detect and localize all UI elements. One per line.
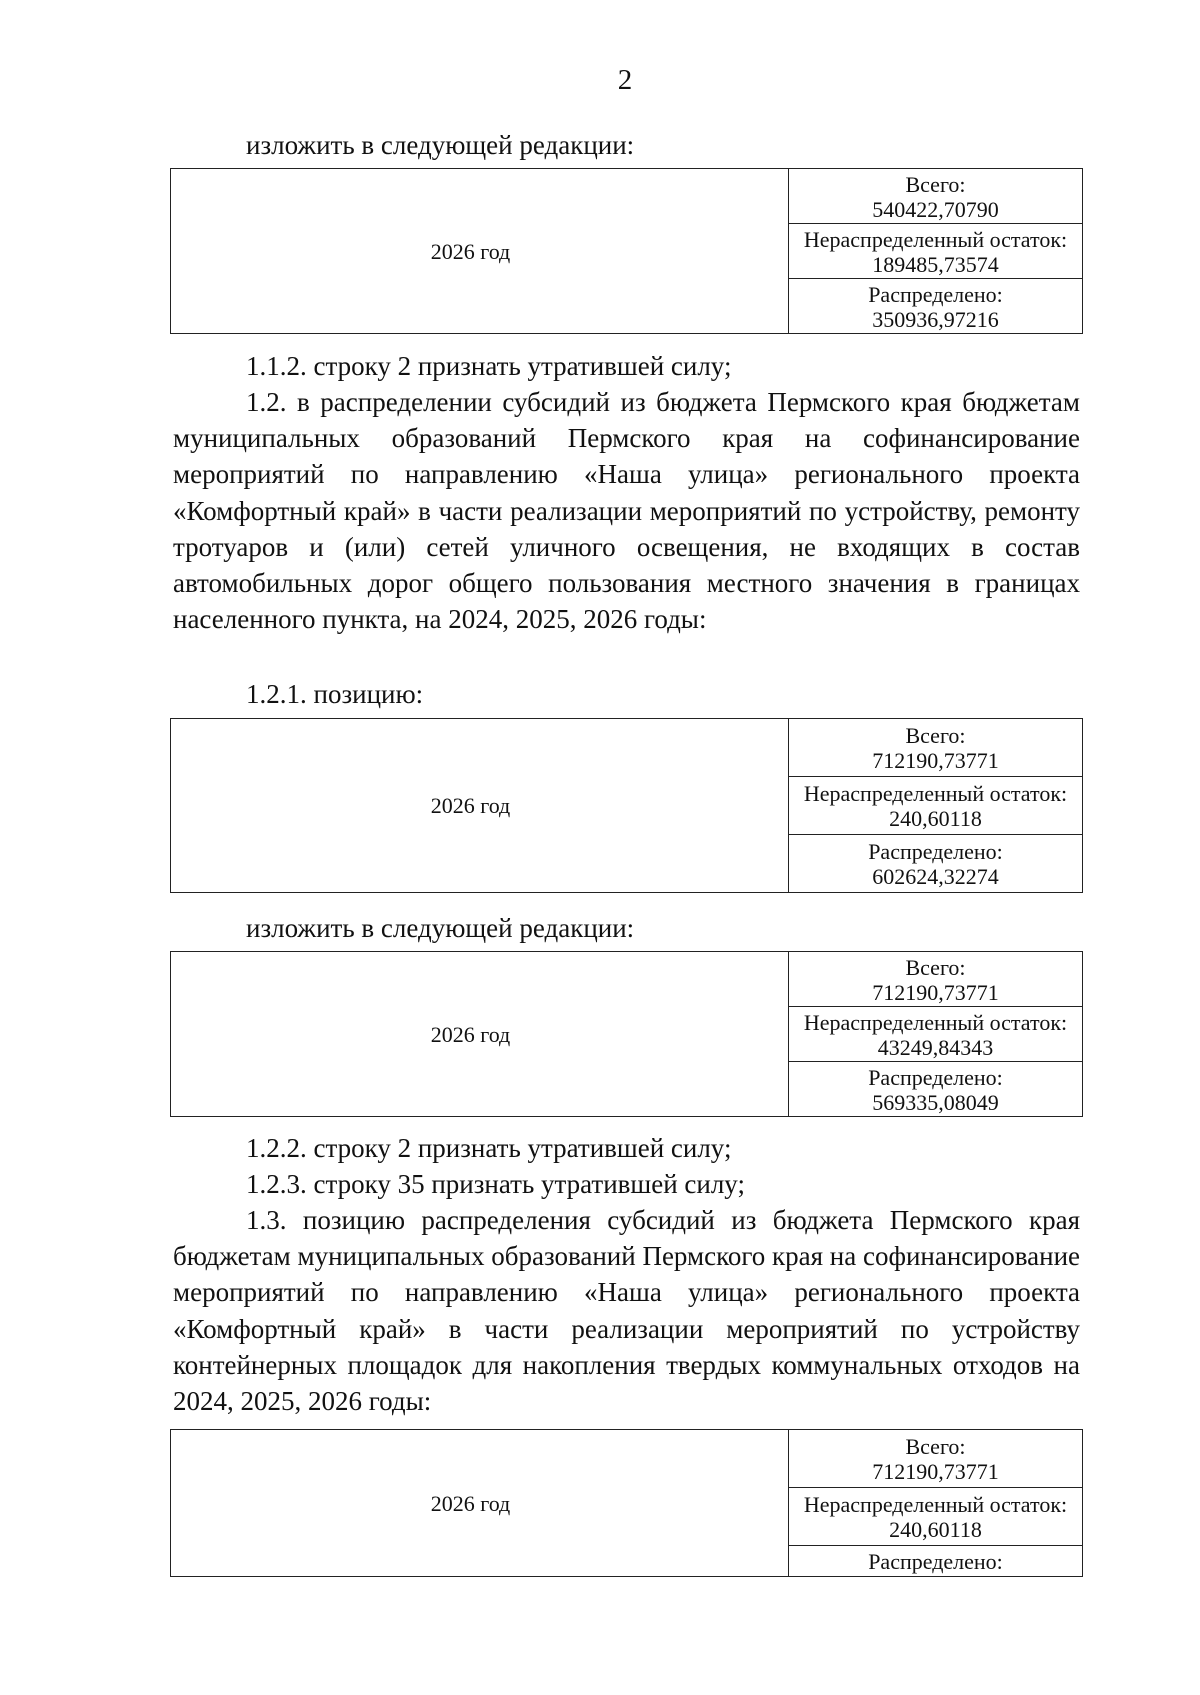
paragraph-1-2-3: 1.2.3. строку 35 признать утратившей силу; bbox=[246, 1169, 745, 1199]
paragraph-1-2: 1.2. в распределении субсидий из бюджета Пермского края бюджетам муниципальных образований Пермского края на софинансирование мероприятий по направлению «Наша улица» регионального проекта «Комфортный край» в части реализации мероприятий по устройству, ремонту тротуаров и (или) сетей уличного освещения, не входящих в состав автомобильных дорог общего пользования местного значения в границах населенного пункта, на 2024, 2025, 2026 годы: bbox=[173, 387, 1080, 635]
distributed-cell bbox=[789, 835, 1083, 893]
distributed-cell bbox=[789, 1546, 1083, 1577]
total-value: 540422,70790 bbox=[872, 196, 999, 222]
distributed-cell bbox=[789, 279, 1083, 334]
total-value: 712190,73771 bbox=[872, 748, 999, 773]
year-cell: 2026 год bbox=[171, 719, 789, 893]
rest-cell bbox=[789, 224, 1083, 279]
distributed-cell bbox=[789, 1062, 1083, 1117]
distributed-value: 350936,97216 bbox=[872, 306, 999, 332]
paragraph-1-3: 1.3. позицию распределения субсидий из бюджета Пермского края бюджетам муниципальных образований Пермского края на софинансирование мероприятий по направлению «Наша улица» регионального проекта «Комфортный край» в части реализации мероприятий по устройству контейнерных площадок для накопления твердых коммунальных отходов на 2024, 2025, 2026 годы: bbox=[173, 1205, 1080, 1417]
budget-table-3 bbox=[170, 951, 1083, 1117]
year-cell: 2026 год bbox=[171, 1430, 789, 1577]
rest-value: 240,60118 bbox=[889, 1517, 982, 1542]
paragraph-amend-2: изложить в следующей редакции: bbox=[246, 913, 635, 943]
total-cell bbox=[789, 1430, 1083, 1488]
distributed-label: Распределено: bbox=[868, 839, 1003, 864]
rest-cell bbox=[789, 1007, 1083, 1062]
total-cell bbox=[789, 719, 1083, 777]
distributed-label: Распределено: bbox=[868, 281, 1003, 307]
year-cell: 2026 год bbox=[171, 169, 789, 334]
budget-table-4 bbox=[170, 1429, 1083, 1577]
total-label: Всего: bbox=[905, 723, 966, 748]
rest-cell bbox=[789, 1488, 1083, 1546]
total-cell bbox=[789, 952, 1083, 1007]
page-number: 2 bbox=[617, 64, 633, 96]
rest-label: Нераспределенный остаток: bbox=[803, 781, 1068, 806]
rest-value: 240,60118 bbox=[889, 806, 982, 831]
rest-label: Нераспределенный остаток: bbox=[803, 226, 1068, 252]
rest-value: 43249,84343 bbox=[877, 1034, 994, 1060]
total-cell bbox=[789, 169, 1083, 224]
rest-label: Нераспределенный остаток: bbox=[803, 1009, 1068, 1035]
distributed-value: 569335,08049 bbox=[872, 1089, 999, 1115]
total-value: 712190,73771 bbox=[872, 979, 999, 1005]
budget-table-1 bbox=[170, 168, 1083, 334]
rest-label: Нераспределенный остаток: bbox=[803, 1492, 1068, 1517]
distributed-value: 602624,32274 bbox=[872, 864, 999, 889]
paragraph-amend-1: изложить в следующей редакции: bbox=[246, 130, 635, 160]
total-label: Всего: bbox=[905, 171, 966, 197]
total-value: 712190,73771 bbox=[872, 1459, 999, 1484]
paragraph-1-2-1: 1.2.1. позицию: bbox=[246, 679, 424, 709]
rest-value: 189485,73574 bbox=[872, 251, 999, 277]
distributed-label: Распределено: bbox=[868, 1064, 1003, 1090]
total-label: Всего: bbox=[905, 1434, 966, 1459]
distributed-label: Распределено: bbox=[868, 1549, 1003, 1574]
total-label: Всего: bbox=[905, 954, 966, 980]
budget-table-2 bbox=[170, 718, 1083, 893]
rest-cell bbox=[789, 777, 1083, 835]
year-cell: 2026 год bbox=[171, 952, 789, 1117]
paragraph-1-2-2: 1.2.2. строку 2 признать утратившей силу; bbox=[246, 1133, 732, 1163]
paragraph-1-1-2: 1.1.2. строку 2 признать утратившей силу; bbox=[246, 351, 732, 381]
